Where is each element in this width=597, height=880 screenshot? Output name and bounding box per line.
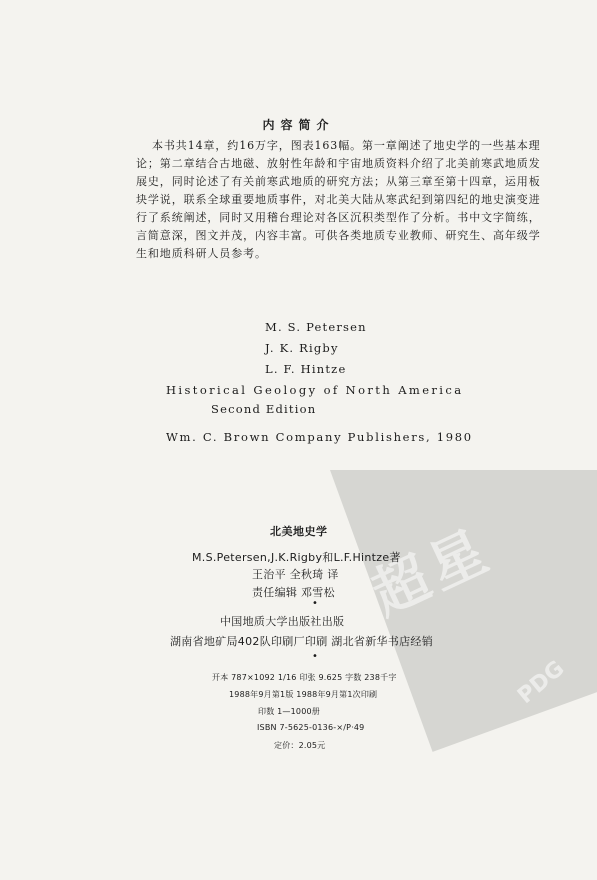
spec-price: 定价：2.05元 (274, 741, 326, 750)
imprint-authors: M.S.Petersen,J.K.Rigby和L.F.Hintze著 (192, 551, 401, 564)
watermark-label: PDG (513, 656, 570, 709)
spec-print-run: 印数 1—1000册 (258, 707, 320, 716)
original-author: M. S. Petersen (265, 320, 367, 334)
intro-line: 本书共14章，约16万字，图表163幅。第一章阐述了地史学的一些基本理 (152, 139, 541, 152)
intro-title: 内容简介 (262, 118, 335, 132)
original-author: L. F. Hintze (265, 362, 347, 376)
watermark-seal (330, 470, 597, 770)
spec-format: 开本 787×1092 1/16 印张 9.625 字数 238千字 (212, 673, 397, 682)
imprint-editor: 责任编辑 邓雪松 (252, 586, 335, 599)
imprint-printer: 湖南省地矿局402队印刷厂印刷 湖北省新华书店经销 (170, 635, 433, 648)
book-title: 北美地史学 (270, 525, 328, 538)
intro-line: 论；第二章结合古地磁、放射性年龄和宇宙地质资料介绍了北美前寒武地质发 (136, 157, 541, 170)
separator-bullet: • (312, 598, 318, 609)
spec-isbn: ISBN 7-5625-0136-×/P·49 (257, 723, 365, 732)
separator-bullet: • (312, 651, 318, 662)
intro-line: 言简意深，图文并茂，内容丰富。可供各类地质专业教师、研究生、高年级学 (136, 229, 541, 242)
imprint-translators: 王治平 全秋琦 译 (252, 568, 339, 581)
original-edition: Second Edition (211, 402, 317, 416)
watermark-background (330, 470, 597, 752)
original-author: J. K. Rigby (265, 341, 339, 355)
original-publisher: Wm. C. Brown Company Publishers, 1980 (166, 430, 473, 444)
intro-line: 块学说，联系全球重要地质事件，对北美大陆从寒武纪到第四纪的地史演变进 (136, 193, 541, 206)
watermark-seal-text: 超星 (361, 515, 503, 629)
original-title: Historical Geology of North America (166, 383, 464, 397)
intro-line: 展史，同时论述了有关前寒武地质的研究方法；从第三章至第十四章，运用板 (136, 175, 541, 188)
intro-line: 行了系统阐述，同时又用稽台理论对各区沉积类型作了分析。书中文字简练， (136, 211, 541, 224)
spec-edition: 1988年9月第1版 1988年9月第1次印刷 (229, 690, 378, 699)
intro-line: 生和地质科研人员参考。 (136, 247, 267, 260)
imprint-publisher: 中国地质大学出版社出版 (220, 615, 345, 628)
